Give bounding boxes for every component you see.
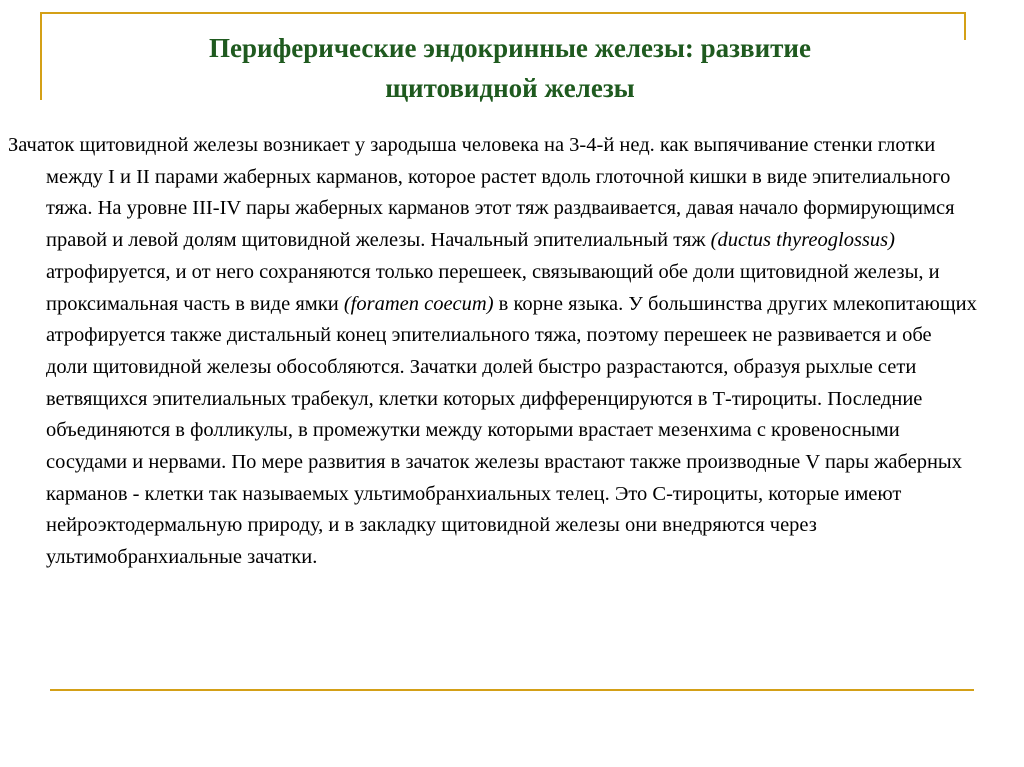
slide-body — [8, 130, 978, 574]
frame-left-line — [40, 12, 42, 100]
latin-term-ductus: (ductus thyreoglossus) — [710, 229, 895, 252]
body-paragraph — [8, 130, 978, 574]
slide-title — [60, 28, 960, 108]
latin-term-foramen: (foramen coecum) — [343, 292, 494, 315]
body-text-part-a: Зачаток щитовидной железы возникает у зародыша человека на 3-4-й нед. как выпячивание стенки глотки между I и II парами жаберных карманов, которое растет вдоль глоточной кишки в виде эпителиального тяжа. На уровне III-IV пары жаберных карманов этот тяж раздваивается, давая начало формирующимся правой и левой долям щитовидной железы. Начальный эпителиальный тяж — [8, 134, 955, 252]
body-text-part-c: в корне языка. У большинства других млекопитающих атрофируется также дистальный конец эпителиального тяжа, поэтому перешеек не развивается и обе доли щитовидной железы обособляются. Зачатки долей быстро разрастаются, образуя рыхлые сети ветвящихся эпителиальных трабекул, клетки которых дифференцируются в Т-тироциты. Последние объединяются в фолликулы, в промежутки между которыми врастает мезенхима с кровеносными сосудами и нервами. По мере развития в зачаток железы врастают также производные V пары жаберных карманов - клетки так называемых ультимобранхиальных телец. Это С-тироциты, которые имеют нейроэктодермальную природу, и в закладку щитовидной железы они внедряются через ультимобранхиальные зачатки. — [46, 292, 977, 569]
slide-title-line1: Периферические эндокринные железы: развитие — [209, 33, 811, 63]
body-text-part-b: атрофируется, и от него сохраняются только перешеек, связывающий обе доли щитовидной железы, и проксимальная часть в виде ямки — [46, 260, 940, 315]
bottom-divider-line — [50, 689, 974, 691]
frame-top-line — [40, 12, 966, 14]
slide-title-line2: щитовидной железы — [385, 73, 635, 103]
frame-right-line — [964, 12, 966, 40]
